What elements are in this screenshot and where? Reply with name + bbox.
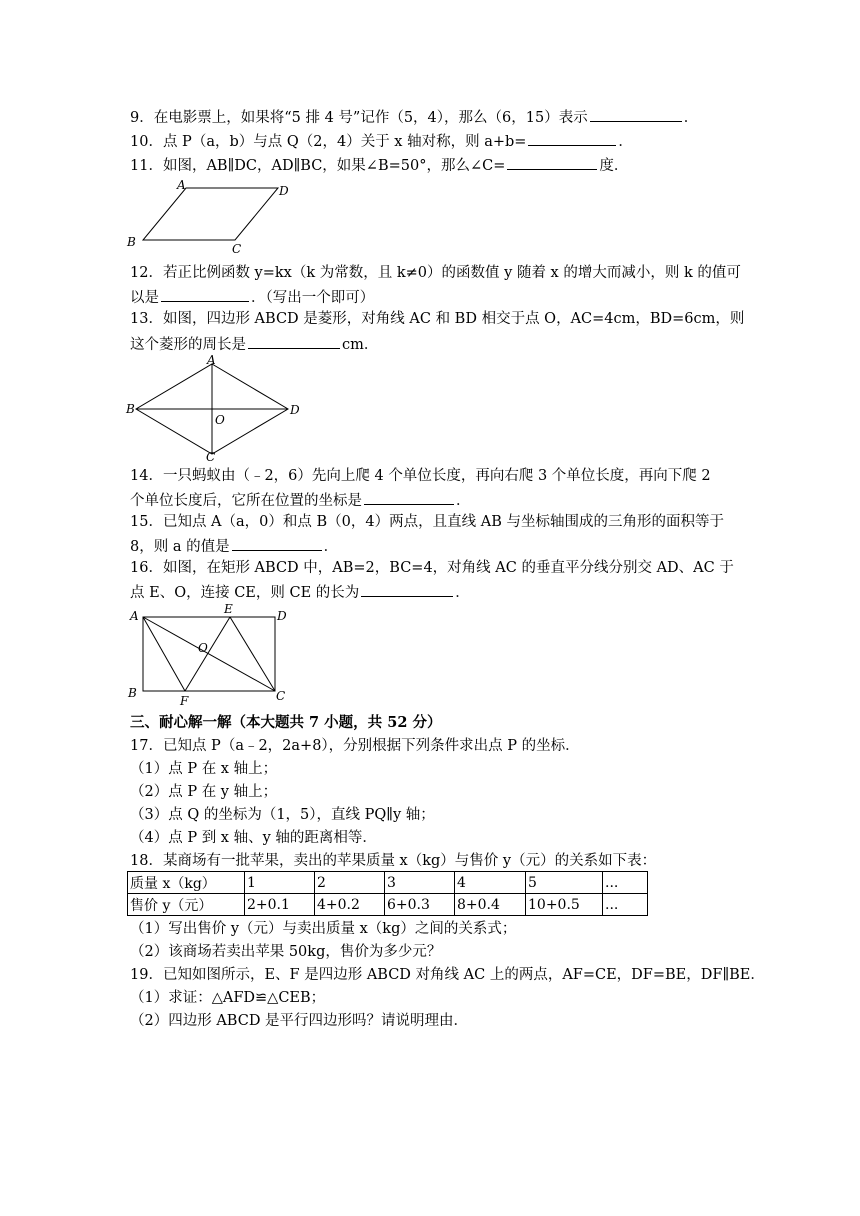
question-17-part-2: （2）点 P 在 y 轴上；	[130, 784, 278, 800]
question-19-part-2: （2）四边形 ABCD 是平行四边形吗？请说明理由．	[130, 1013, 469, 1029]
vertex-label-c: C	[276, 689, 286, 703]
question-12-text: 12．若正比例函数 y=kx（k 为常数，且 k≠0）的函数值 y 随着 x 的增大而减小，则 k 的值可	[130, 265, 741, 281]
vertex-label-b: B	[128, 686, 137, 700]
question-14-line-2	[130, 490, 471, 510]
table-cell: 4	[455, 872, 526, 894]
question-13-text-b: cm．	[342, 337, 379, 353]
question-15-text: 15．已知点 A（a，0）和点 B（0，4）两点，且直线 AB 与坐标轴围成的三角形的面积等于	[130, 514, 724, 530]
answer-blank[interactable]	[161, 287, 249, 302]
question-17-stem: 17．已知点 P（a﹣2，2a+8），分别根据下列条件求出点 P 的坐标．	[130, 738, 580, 754]
vertex-label-a: A	[130, 609, 139, 623]
question-10-end: ．	[618, 134, 633, 150]
segment-ce	[230, 617, 275, 691]
table-cell: 5	[526, 872, 603, 894]
question-12-text-b: ．（写出一个即可）	[251, 290, 375, 306]
question-11-end: 度．	[599, 158, 629, 174]
vertex-label-d: D	[290, 403, 300, 417]
table-cell: 6+0.3	[385, 894, 455, 916]
question-14-text-a: 个单位长度后，它所在位置的坐标是	[130, 493, 362, 509]
question-16-line-1	[130, 559, 734, 577]
question-12-line-2	[130, 287, 374, 307]
parallelogram-shape	[143, 188, 278, 240]
question-19-part-1: （1）求证：△AFD≌△CEB；	[130, 990, 326, 1006]
vertex-label-d: D	[277, 609, 287, 623]
question-10-text: 10．点 P（a，b）与点 Q（2，4）关于 x 轴对称，则 a+b=	[130, 134, 527, 150]
table-cell: 1	[245, 872, 315, 894]
vertex-label-d: D	[279, 184, 289, 198]
table-cell: ...	[603, 872, 648, 894]
answer-blank[interactable]	[528, 131, 616, 146]
question-11	[130, 155, 628, 175]
question-19-stem: 19．已知如图所示，E、F 是四边形 ABCD 对角线 AC 上的两点，AF=CE，DF=BE，DF∥BE．	[130, 967, 765, 983]
table-cell: 售价 y（元）	[128, 894, 245, 916]
answer-blank[interactable]	[361, 582, 453, 597]
vertex-label-b: B	[127, 235, 136, 249]
question-11-text: 11．如图，AB∥DC，AD∥BC，如果∠B=50°，那么∠C=	[130, 158, 506, 174]
question-16-text-b: ．	[455, 585, 470, 601]
table-row	[128, 894, 648, 916]
answer-blank[interactable]	[590, 107, 682, 122]
question-14-text: 14．一只蚂蚁由（﹣2，6）先向上爬 4 个单位长度，再向右爬 3 个单位长度，再向下爬 2	[130, 468, 711, 484]
vertex-label-c: C	[206, 450, 216, 464]
table-cell: 2	[315, 872, 385, 894]
table-cell: 2+0.1	[245, 894, 315, 916]
vertex-label-a: A	[207, 354, 216, 367]
question-14-line-1	[130, 467, 711, 485]
question-17-part-3: （3）点 Q 的坐标为（1，5），直线 PQ∥y 轴；	[130, 807, 435, 823]
question-12-line-1	[130, 264, 741, 282]
question-14-text-b: ．	[456, 493, 471, 509]
price-table	[127, 871, 648, 916]
rectangle-figure	[122, 600, 302, 708]
question-16-text-a: 点 E、O，连接 CE，则 CE 的长为	[130, 585, 360, 601]
table-cell: 质量 x（kg）	[128, 872, 245, 894]
question-13-text: 13．如图，四边形 ABCD 是菱形，对角线 AC 和 BD 相交于点 O，AC=4cm，BD=6cm，则	[130, 311, 745, 327]
table-row	[128, 872, 648, 894]
table-cell: 8+0.4	[455, 894, 526, 916]
point-label-o: O	[198, 641, 208, 655]
table-cell: 10+0.5	[526, 894, 603, 916]
question-9	[130, 107, 698, 127]
question-15-line-1	[130, 513, 724, 531]
question-17-part-1: （1）点 P 在 x 轴上；	[130, 761, 278, 777]
segment-af	[143, 617, 185, 691]
question-15-text-b: ．	[323, 539, 339, 555]
question-13-line-2	[130, 334, 378, 354]
section-heading: 三、耐心解一解（本大题共 7 小题，共 52 分）	[130, 714, 442, 731]
question-13-line-1	[130, 310, 744, 328]
question-9-text: 9．在电影票上，如果将“5 排 4 号”记作（5，4），那么（6，15）表示	[130, 110, 588, 126]
question-16-line-2	[130, 582, 470, 602]
center-label-o: O	[215, 413, 225, 427]
question-12-text-a: 以是	[130, 290, 159, 306]
answer-blank[interactable]	[232, 536, 322, 551]
table-cell: 3	[385, 872, 455, 894]
vertex-label-c: C	[232, 242, 242, 256]
question-16-text: 16．如图，在矩形 ABCD 中，AB=2，BC=4，对角线 AC 的垂直平分线分别交 AD、AC 于	[130, 560, 734, 576]
parallelogram-figure	[122, 178, 302, 256]
question-15-text-a: 8，则 a 的值是	[130, 539, 230, 555]
vertex-label-a: A	[177, 178, 186, 192]
question-13-text-a: 这个菱形的周长是	[130, 337, 246, 353]
question-15-line-2	[130, 536, 338, 556]
question-18-part-1: （1）写出售价 y（元）与卖出质量 x（kg）之间的关系式；	[130, 921, 517, 937]
question-17-part-4: （4）点 P 到 x 轴、y 轴的距离相等．	[130, 830, 377, 846]
answer-blank[interactable]	[507, 155, 597, 170]
point-label-e: E	[224, 602, 233, 616]
question-9-end: ．	[683, 110, 699, 126]
answer-blank[interactable]	[364, 490, 454, 505]
diagonal-ac	[143, 617, 275, 691]
question-10	[130, 131, 633, 151]
question-18-part-2: （2）该商场若卖出苹果 50kg，售价为多少元？	[130, 944, 442, 960]
answer-blank[interactable]	[248, 334, 340, 349]
rhombus-figure	[122, 354, 302, 464]
point-label-f: F	[180, 694, 189, 708]
table-cell: ...	[603, 894, 648, 916]
table-cell: 4+0.2	[315, 894, 385, 916]
question-18-stem: 18．某商场有一批苹果，卖出的苹果质量 x（kg）与售价 y（元）的关系如下表：	[130, 853, 657, 869]
vertex-label-b: B	[126, 402, 135, 416]
